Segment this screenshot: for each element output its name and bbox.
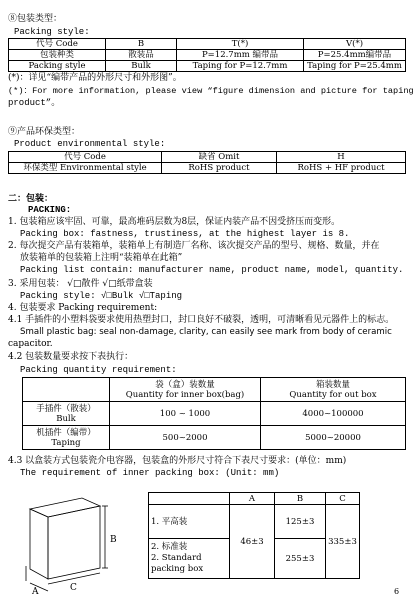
req-2: 2. 每次提交产品有装箱单，装箱单上有制造厂名称、该次提交产品的型号、规格、数量，并在 <box>8 241 380 251</box>
note-2b: product”。 <box>8 98 61 108</box>
req-1: 1. 包装箱应该牢固、可靠，最高堆码层数为8层，保证内装产品不因受挤压而变形。 <box>8 217 341 227</box>
text: Taping <box>51 437 81 448</box>
req-4: 4. 包装要求 Packing requirement: <box>8 303 158 313</box>
text: Quantity for out box <box>289 389 377 400</box>
cell: Packing style <box>9 61 106 72</box>
packing-box-figure <box>22 484 132 594</box>
req-4-3: 4.3 以盒装方式包装瓷介电容器，包装盒的外形尺寸符合下表尺寸要求：(单位：mm) <box>8 456 347 466</box>
box-size-table <box>148 492 360 579</box>
section9-subtitle: Product environmental style: <box>14 139 166 149</box>
section8-subtitle: Packing style: <box>14 27 90 37</box>
dim-label-a: A <box>32 587 39 594</box>
text: 箱装数量 <box>315 379 350 390</box>
note-2a: (*)：For more information, please view “figure dimension and picture for taping <box>8 86 414 96</box>
req-4-1-en2: capacitor. <box>8 339 53 349</box>
cell: H <box>277 152 406 163</box>
text: 2. 标准装 <box>151 542 188 552</box>
cell: B <box>106 39 177 50</box>
cell: A <box>230 493 275 505</box>
cell: 125±3 <box>275 505 326 539</box>
req-1-en: Packing box: fastness, trustiness, at the highest layer is 8. <box>20 229 350 239</box>
cell: 1. 平高装 <box>149 505 230 539</box>
cell: 缺省 Omit <box>162 152 277 163</box>
dim-label-b: B <box>110 535 117 545</box>
req-4-1-en1: Small plastic bag: seal non-damage, clarity, can easily see mark from body of ceramic <box>20 327 392 337</box>
environmental-table <box>8 151 406 174</box>
cell: 散装品 <box>106 50 177 61</box>
cell: P=25.4mm编带品 <box>304 50 406 61</box>
packing-style-table <box>8 38 406 72</box>
section9-title: ⑨产品环保类型： <box>8 127 81 137</box>
cell: 335±3 <box>326 505 360 579</box>
text: 2. Standard <box>151 553 202 563</box>
note-1: (*)：详见“编带产品的外形尺寸和外形图”。 <box>8 73 182 83</box>
text: Bulk <box>56 413 76 424</box>
cell: 4000~100000 <box>261 402 406 426</box>
cell <box>23 402 110 426</box>
cell: 代号 Code <box>9 39 106 50</box>
cell <box>110 378 261 402</box>
cell: Bulk <box>106 61 177 72</box>
req-4-2: 4.2 包装数量要求按下表执行： <box>8 352 134 362</box>
page-number: 6 <box>394 587 400 596</box>
cell: Taping for P=12.7mm <box>177 61 304 72</box>
cell: 100 ~ 1000 <box>110 402 261 426</box>
req-2-en: Packing list contain: manufacturer name, product name, model, quantity. <box>20 265 404 275</box>
req-2b: 放装箱单的包装箱上注明“装箱单在此箱” <box>20 253 183 263</box>
req-3-en: Packing style: √□Bulk √□Taping <box>20 291 183 301</box>
cell <box>23 426 110 450</box>
dim-label-c: C <box>70 583 77 593</box>
cell: 5000~20000 <box>261 426 406 450</box>
cell <box>149 539 230 579</box>
cell: RoHS product <box>162 163 277 174</box>
cell: RoHS + HF product <box>277 163 406 174</box>
text: 袋（盒）装数量 <box>155 379 215 390</box>
cell <box>149 493 230 505</box>
cell: P=12.7mm 编带品 <box>177 50 304 61</box>
cell: B <box>275 493 326 505</box>
text: Quantity for inner box(bag) <box>125 389 245 400</box>
text: 机插件（编带） <box>36 427 96 438</box>
req-4-2-en: Packing quantity requirement: <box>20 365 177 375</box>
packing-title-en: PACKING: <box>28 205 72 215</box>
req-4-1: 4.1 手插件的小塑料袋要求使用热塑封口，封口良好不破裂，透明，可清晰看见元器件上的标志。 <box>8 315 395 325</box>
cell: 255±3 <box>275 539 326 579</box>
text: packing box <box>151 564 204 574</box>
cell: 46±3 <box>230 505 275 579</box>
cell: Taping for P=25.4mm <box>304 61 406 72</box>
cell: 代号 Code <box>9 152 162 163</box>
cell: 环保类型 Environmental style <box>9 163 162 174</box>
req-4-3-en: The requirement of inner packing box: (Unit: mm) <box>20 468 280 478</box>
cell: C <box>326 493 360 505</box>
cell: 500~2000 <box>110 426 261 450</box>
cell <box>23 378 110 402</box>
packing-title: 二：包装： <box>8 194 54 204</box>
cell: T(*) <box>177 39 304 50</box>
text: 手插件（散装） <box>36 403 96 414</box>
quantity-table <box>22 377 406 450</box>
cell: V(*) <box>304 39 406 50</box>
cell <box>261 378 406 402</box>
cell: 包装种类 <box>9 50 106 61</box>
section8-title: ⑧包装类型： <box>8 14 63 24</box>
req-3: 3. 采用包装： √□散件 √□纸带盒装 <box>8 279 153 289</box>
